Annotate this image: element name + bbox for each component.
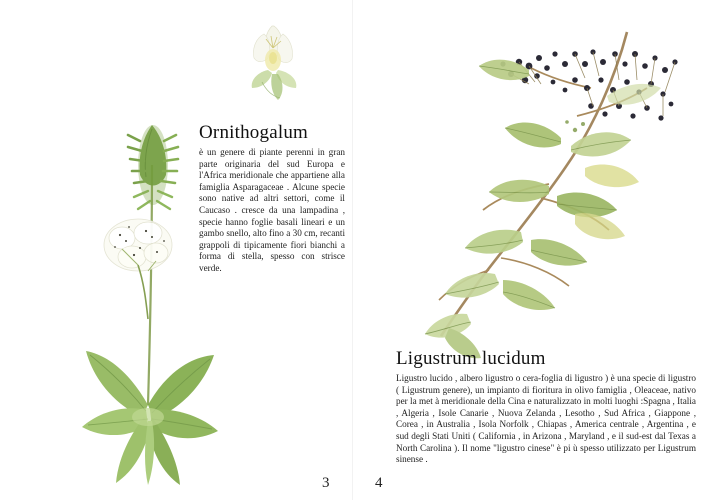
page-number-right: 4	[375, 475, 383, 491]
ornithogalum-title: Ornithogalum	[199, 122, 308, 143]
ornithogalum-body: è un genere di piante perenni in gran parte originaria del sud Europa e l'Africa meridionale che appartiene alla famiglia Asparagaceae . Alcune specie sono native ad altri settori, come il Caucaso . cresce da una lampadina , specie hanno foglie basali lineari e un gambo snello, alto fino a 30 cm, recanti grappoli di tipicamente fiori bianchi a forma di stella, spesso con strisce verde.	[199, 147, 345, 273]
ligustrum-title: Ligustrum lucidum	[396, 348, 546, 369]
ornithogalum-entry	[199, 122, 345, 275]
left-page	[0, 0, 352, 500]
page-number-left: 3	[322, 475, 330, 491]
right-page	[353, 0, 705, 500]
small-white-flower-watercolor	[238, 18, 308, 110]
ligustrum-entry	[396, 348, 696, 466]
ligustrum-branch-berries-watercolor	[379, 18, 699, 348]
ligustrum-body: Ligustro lucido , albero ligustro o cera-foglia di ligustro ) è una specie di ligustro ( Ligustrum genere), un impianto di fioritura in olivo famiglia , Oleaceae, nativo per la met à meridionale della Cina e naturalizzato in molti luoghi :Spagna , Italia , Algeria , Isole Canarie , Nuova Zelanda , Lesotho , Sud Africa , Giappone , Corea , in Australia , Isola Norfolk , Chiapas , America centrale , Argentina , e sud degli Stati Uniti ( California , in Arizona , Maryland , e il sud-est dal Texas a North Carolina ). Il nome "ligustro cinese" è pi ù spesso utilizzato per Ligustrum sinense .	[396, 373, 696, 465]
